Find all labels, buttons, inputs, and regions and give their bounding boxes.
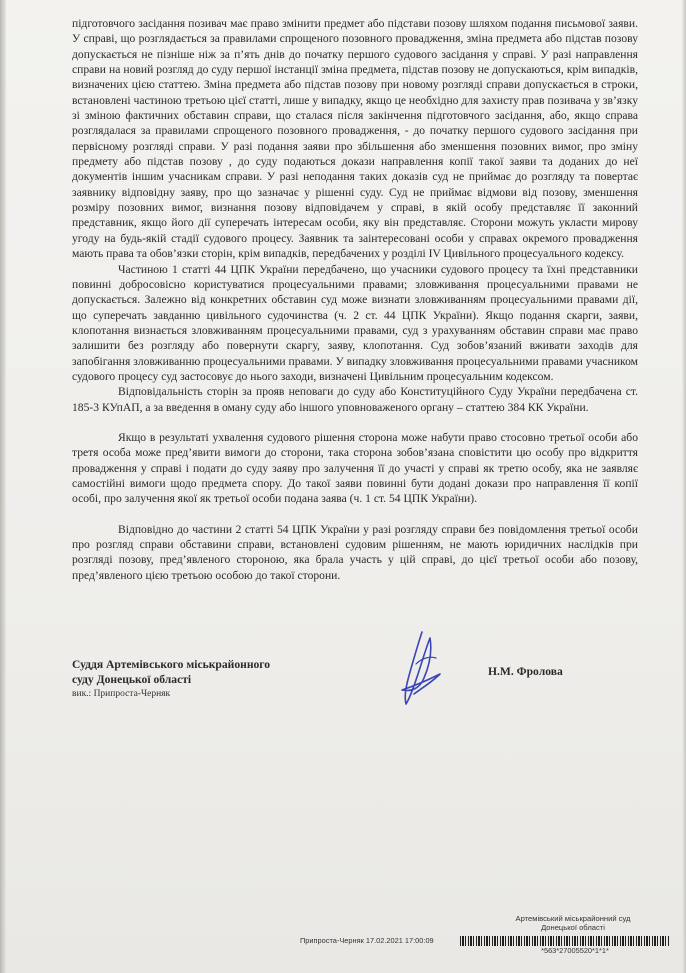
signature-block	[72, 657, 638, 699]
paragraph-article-44: Частиною 1 статті 44 ЦПК України передбачено, що учасники судового процесу та їхні представники повинні добросовісно користуватися процесуальними правами; зловживання процесуальними правами не допускається. Залежно від конкретних обставин суд може визнати зловживанням процесуальними правами дії, що суперечать завданню цивільного судочинства (ч. 2 ст. 44 ЦПК України). Якщо подання скарги, заяви, клопотання визнається зловживанням процесуальними правами, суд з урахуванням обставин справи має право залишити без розгляду або повернути скаргу, заяву, клопотання. Суд зобов’язаний вживати заходів для запобігання зловживанню процесуальними правами. У випадку зловживання процесуальними правами учасником судового процесу суд застосовує до нього заходи, визначені Цивільним процесуальним кодексом.	[72, 262, 638, 383]
document-body	[72, 16, 638, 583]
judge-name: Н.М. Фролова	[488, 665, 563, 678]
barcode-number: *563*27005520*1*1*	[541, 946, 609, 955]
footer-stamp: Припроста-Черняк 17.02.2021 17:00:09	[300, 936, 434, 945]
judge-title-line2: суду Донецької області	[72, 673, 192, 686]
executor-label: вик.: Припроста-Черняк	[72, 689, 171, 699]
judge-title-line1: Суддя Артемівського міськрайонного	[72, 658, 271, 671]
page-scan-edge-left	[0, 0, 6, 973]
barcode	[460, 936, 670, 946]
footer-court-line1: Артемівський міськрайонний суд	[515, 914, 631, 923]
paragraph-spacer	[72, 507, 638, 522]
footer-court-line2: Донецької області	[541, 923, 605, 933]
paragraph-article-54: Відповідно до частини 2 статті 54 ЦПК України у разі розгляду справи без повідомлення третьої особи про розгляд справи обставини справи, встановлені судовим рішенням, не мають юридичних наслідків при розгляді позову, пред’явленого стороною, яка брала участь у цій справі, до цієї третьої особи або позову, пред’явленого цією третьою особою до такої сторони.	[72, 522, 638, 582]
paragraph-continuation: підготовчого засідання позивач має право змінити предмет або підстави позову шляхом подання письмової заяви. У справі, що розглядається за правилами спрощеного позовного провадження, зміна предмета або підстав позову допускається не пізніше ніж за п’ять днів до початку першого судового засідання у справі. У разі направлення справи на новий розгляд до суду першої інстанції зміна предмета, підстав позову не допускаються, крім випадків, визначених цією статтею. Зміна предмета або підстав позову при новому розгляді справи допускається в строки, встановлені частиною третьою цієї статті, лише у випадку, якщо це необхідно для захисту прав позивача у зв’язку зі зміною фактичних обставин справи, що сталася після закінчення підготовчого засідання, або, якщо справа розглядалася за правилами спрощеного позовного провадження, - до початку першого судового засідання при первісному розгляді справи. У разі подання заяви про збільшення або зменшення позовних вимог, про зміну предмету або підстав позову , до суду подаються докази направлення копії такої заяви та доданих до неї документів іншим учасникам справи. У разі неподання таких доказів суд не приймає до розгляду та повертає заявнику відповідну заяву, про що зазначає у рішенні суду. Суд не приймає відмови від позову, зменшення розміру позовних вимог, визнання позову відповідачем у справі, в якій особу представляє її законний представник, якщо його дії суперечать інтересам особи, яку він представляє. Сторони можуть укласти мирову угоду на будь-якій стадії судового процесу. Заявник та заінтересовані особи у справах окремого провадження мають права та обов’язки сторін, крім випадків, передбачених у розділі IV Цивільного процесуального кодексу.	[72, 17, 638, 261]
paragraph-liability: Відповідальність сторін за прояв неповаги до суду або Конституційного Суду України передбачена ст. 185-3 КУпАП, а за введення в оману суду або іншого уповноваженого органу – статтею 384 КК України.	[72, 385, 638, 414]
court-footer-label	[478, 914, 668, 933]
handwritten-signature	[392, 628, 452, 710]
page-scan-edge-right	[682, 0, 686, 973]
paragraph-spacer	[72, 415, 638, 430]
paragraph-third-party: Якщо в результаті ухвалення судового рішення сторона може набути право стосовно третьої особи або третя особа може пред’явити вимоги до сторони, така сторона зобов’язана сповістити цю особу про відкриття провадження у справі і подати до суду заяву про залучення її до участі у справі як третю особу, яка не заявляє самостійні вимоги щодо предмета спору. До такої заяви повинні бути додані докази про направлення її копії особі, про залучення якої як третьої особи подана заява (ч. 1 ст. 54 ЦПК України).	[72, 430, 638, 506]
